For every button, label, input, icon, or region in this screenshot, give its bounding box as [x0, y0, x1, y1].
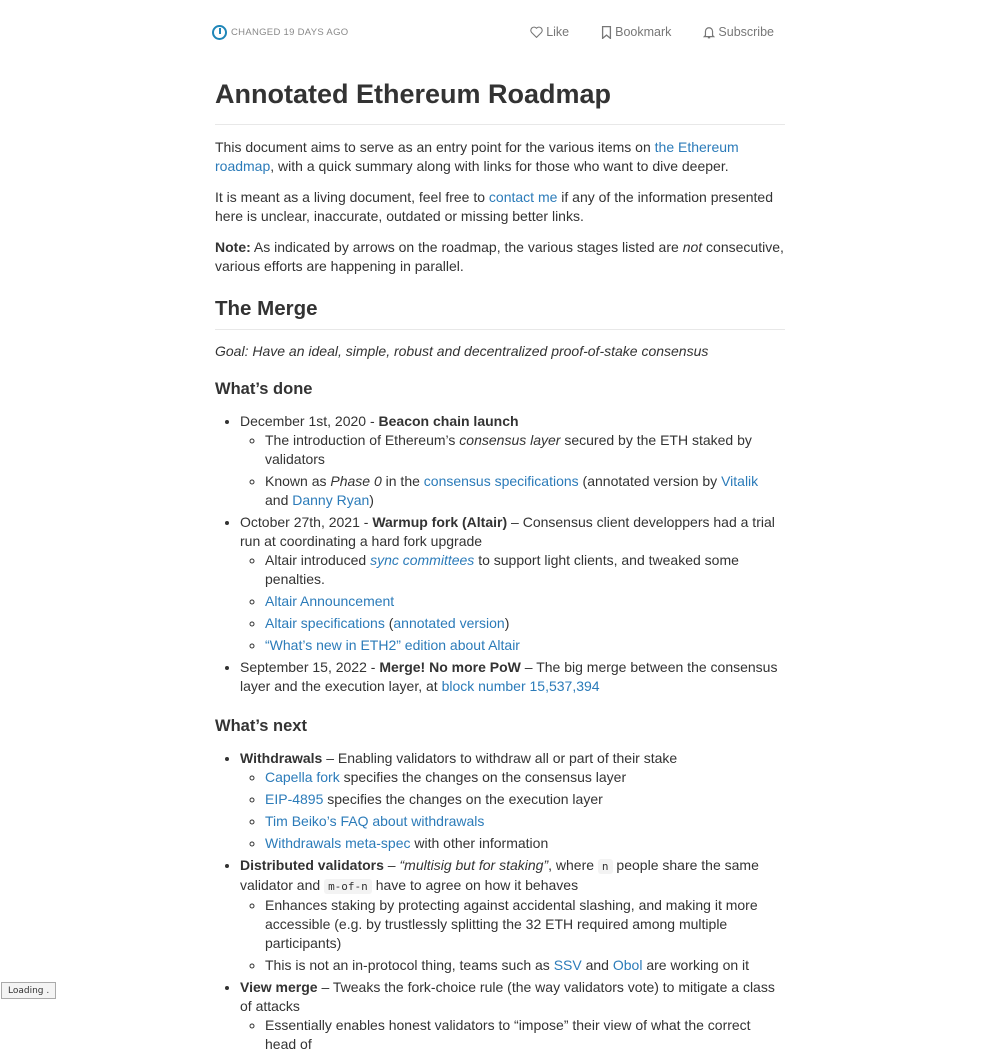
note-text: consecutive, various efforts are happening in parallel. — [215, 238, 784, 274]
sub-item-text: secured by the ETH staked by validators — [265, 432, 752, 467]
sub-item — [265, 812, 785, 831]
sync-committees-link[interactable]: sync committees — [370, 552, 475, 568]
subheading-whats-done: What’s done — [215, 380, 313, 399]
intro-paragraph — [215, 138, 785, 176]
ssv-link[interactable]: SSV — [553, 956, 582, 973]
item-title: Distributed validators — [240, 856, 384, 873]
vitalik-link[interactable]: Vitalik — [721, 473, 759, 489]
list-item-distributed-validators — [240, 856, 785, 975]
changed-label: CHANGED 19 DAYS AGO — [231, 26, 349, 38]
living-doc-text: if any of the information presented here is unclear, inaccurate, outdated or missing better links. — [215, 188, 773, 224]
sub-item — [265, 790, 785, 809]
sub-item — [265, 636, 785, 655]
sub-item — [265, 551, 785, 589]
item-text: , where — [548, 856, 598, 873]
intro-text: , with a quick summary along with links for those who want to dive deeper. — [270, 157, 729, 174]
sub-item — [265, 431, 785, 469]
item-text: – Enabling validators to withdraw all or part of their stake — [322, 749, 678, 766]
document — [215, 78, 785, 1057]
obol-link[interactable]: Obol — [612, 956, 643, 973]
section-heading-merge: The Merge — [215, 296, 785, 331]
danny-ryan-link[interactable]: Danny Ryan — [292, 492, 370, 508]
contact-link[interactable]: contact me — [488, 188, 558, 205]
subheading-whats-next: What’s next — [215, 717, 307, 735]
item-date: September 15, 2022 - — [240, 659, 380, 675]
block-number-link[interactable]: block number 15,537,394 — [441, 678, 600, 694]
item-text: – Consensus client developpers had a trial run at coordinating a hard fork upgrade — [240, 514, 775, 549]
sub-item-text: ) — [504, 615, 510, 631]
sub-item — [265, 614, 785, 633]
item-title: Beacon chain launch — [378, 413, 519, 429]
bookmark-button[interactable] — [601, 25, 671, 39]
bell-icon — [703, 26, 715, 39]
altair-specs-link[interactable]: Altair specifications — [265, 615, 385, 631]
subscribe-button[interactable] — [703, 25, 774, 39]
sub-item-text: with other information — [410, 834, 549, 851]
sub-item-text: ( — [384, 615, 394, 631]
item-title: Withdrawals — [240, 749, 323, 766]
item-text: – The big merge between the consensus layer and the execution layer, at — [240, 659, 778, 694]
inline-code: n — [598, 859, 613, 874]
eip-4895-link[interactable]: EIP-4895 — [265, 790, 324, 807]
consensus-specs-link[interactable]: consensus specifications — [423, 473, 579, 489]
sub-item-text: This is not an in-protocol thing, teams such as — [265, 956, 554, 973]
document-actions — [530, 22, 774, 42]
sub-list — [240, 551, 785, 655]
sub-item-text: Altair introduced — [265, 552, 371, 568]
power-icon — [212, 25, 227, 40]
bookmark-label: Bookmark — [615, 25, 672, 39]
item-title: Merge! No more PoW — [379, 659, 521, 675]
next-list — [215, 749, 785, 1054]
sub-item-text: and — [581, 956, 613, 973]
sub-item-emphasis: Phase 0 — [330, 473, 382, 489]
top-bar — [212, 22, 784, 44]
altair-announcement-link[interactable]: Altair Announcement — [265, 593, 395, 609]
item-text: have to agree on how it behaves — [371, 876, 579, 893]
like-label: Like — [546, 25, 570, 39]
living-doc-paragraph — [215, 188, 785, 226]
sub-item-text: The introduction of Ethereum’s — [265, 432, 460, 448]
withdrawals-meta-spec-link[interactable]: Withdrawals meta-spec — [265, 834, 411, 851]
item-text: – Tweaks the fork-choice rule (the way validators vote) to mitigate a class of attacks — [240, 978, 775, 1014]
sub-list — [240, 431, 785, 510]
tim-beiko-faq-link[interactable]: Tim Beiko’s FAQ about withdrawals — [265, 812, 485, 829]
list-item-view-merge — [240, 978, 785, 1054]
page-title: Annotated Ethereum Roadmap — [215, 78, 785, 125]
item-emphasis: “multisig but for staking” — [399, 856, 549, 873]
item-text: – — [383, 856, 400, 873]
sub-item-text: Known as — [265, 473, 331, 489]
done-list — [215, 412, 785, 696]
annotated-version-link[interactable]: annotated version — [393, 615, 505, 631]
inline-code: m-of-n — [324, 879, 372, 894]
list-item-altair — [240, 513, 785, 655]
sub-item-text: specifies the changes on the consensus layer — [339, 768, 627, 785]
sub-list — [240, 768, 785, 853]
list-item-merge — [240, 658, 785, 696]
sub-item-text: ) — [369, 492, 374, 508]
intro-text: This document aims to serve as an entry point for the various items on — [215, 138, 655, 155]
sub-item — [265, 834, 785, 853]
heart-icon — [530, 26, 543, 38]
list-item-withdrawals — [240, 749, 785, 853]
sub-item-text: specifies the changes on the execution layer — [323, 790, 603, 807]
subscribe-label: Subscribe — [718, 25, 774, 39]
roadmap-link[interactable]: the Ethereum roadmap — [215, 138, 739, 174]
like-button[interactable] — [530, 25, 569, 39]
sub-item — [265, 472, 785, 510]
loading-indicator: Loading . — [1, 982, 56, 999]
sub-item: ◦ Enhances staking by protecting against accidental slashing, and making it more accessible (e.g. by trustlessly splitting the 32 ETH required among multiple participants) — [265, 896, 785, 953]
living-doc-text: It is meant as a living document, feel free to — [215, 188, 489, 205]
sub-item-text: in the — [381, 473, 424, 489]
sub-item-text: to support light clients, and tweaked some penalties. — [265, 552, 739, 587]
capella-fork-link[interactable]: Capella fork — [265, 768, 340, 785]
note-text: As indicated by arrows on the roadmap, the various stages listed are — [250, 238, 683, 255]
sub-list — [240, 1016, 785, 1054]
item-date: October 27th, 2021 - — [240, 514, 373, 530]
item-title: Warmup fork (Altair) — [372, 514, 508, 530]
item-title: View merge — [240, 978, 318, 995]
whats-new-eth2-link[interactable]: “What’s new in ETH2” edition about Altair — [265, 637, 520, 653]
sub-item-text: and — [265, 492, 293, 508]
goal-text: Goal: Have an ideal, simple, robust and decentralized proof-of-stake consensus — [215, 343, 709, 360]
sub-item-text: are working on it — [642, 956, 750, 973]
sub-item-emphasis: consensus layer — [459, 432, 561, 448]
sub-item-text: (annotated version by — [578, 473, 722, 489]
sub-item — [265, 768, 785, 787]
note-paragraph — [215, 238, 785, 276]
item-text: people share the same validator and — [240, 856, 759, 893]
list-item-beacon — [240, 412, 785, 510]
sub-item — [265, 592, 785, 611]
note-label: Note: — [215, 238, 251, 255]
item-date: December 1st, 2020 - — [240, 413, 379, 429]
sub-item — [265, 956, 785, 975]
sub-item: ◦ Essentially enables honest validators to “impose” their view of what the correct head of — [265, 1016, 785, 1054]
sub-list — [240, 896, 785, 975]
bookmark-icon — [601, 26, 612, 39]
note-emphasis: not — [682, 238, 703, 255]
changed-status — [212, 22, 348, 42]
